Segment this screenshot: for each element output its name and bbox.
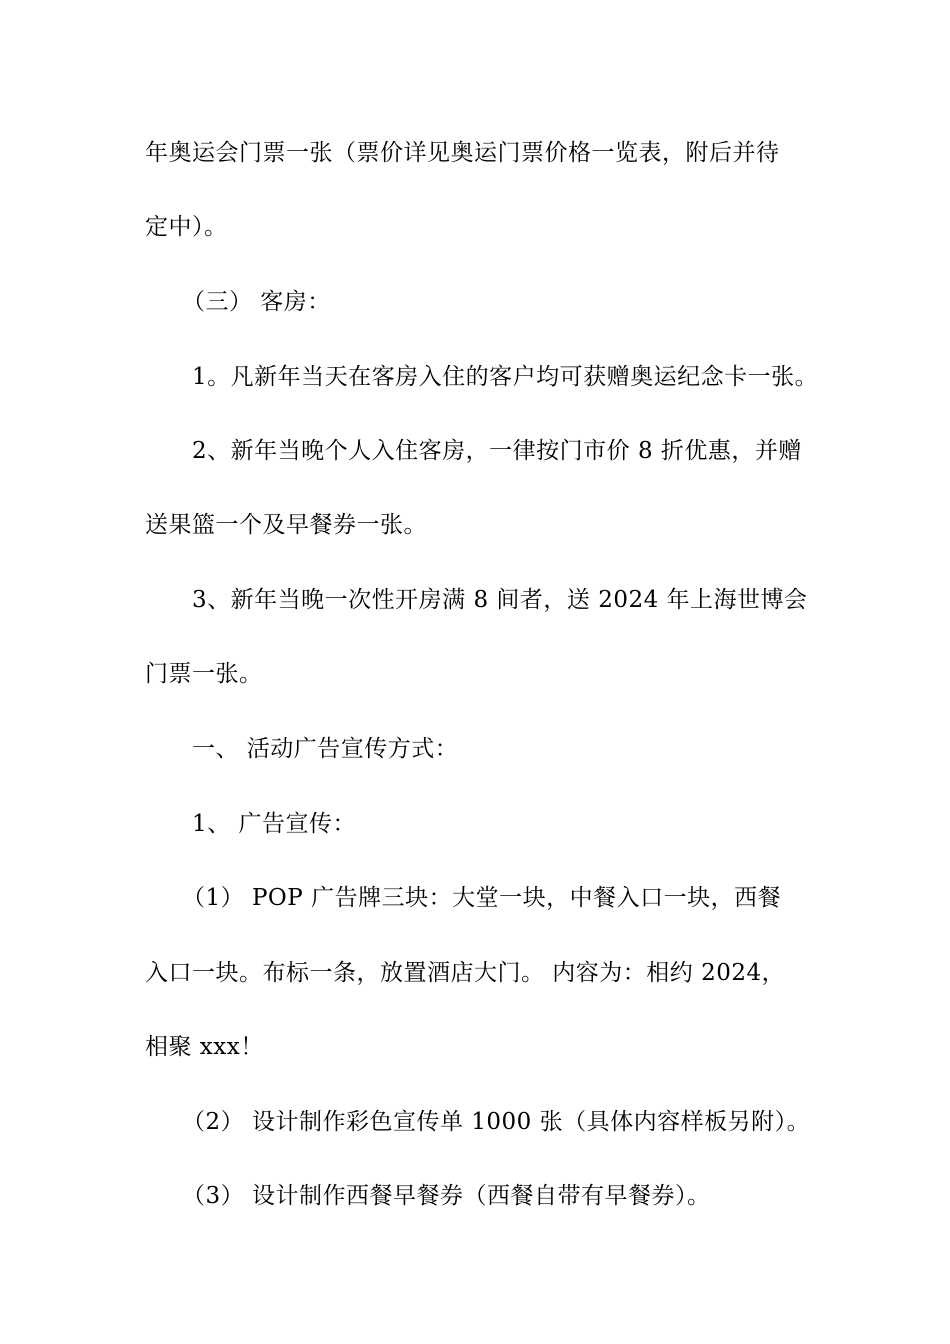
paragraph-line: 定中）。 xyxy=(145,214,228,240)
section-heading: （三） 客房： xyxy=(182,289,331,315)
paragraph-line: 入口一块。布标一条，放置酒店大门。 内容为：相约 2024， xyxy=(145,960,786,986)
paragraph-line: 相聚 xxx！ xyxy=(145,1034,264,1060)
paragraph-line: 1。凡新年当天在客房入住的客户均可获赠奥运纪念卡一张。 xyxy=(192,364,819,390)
paragraph-line: 2、新年当晚个人入住客房，一律按门市价 8 折优惠，并赠 xyxy=(192,438,802,464)
paragraph-line: （1） POP 广告牌三块：大堂一块，中餐入口一块，西餐 xyxy=(182,885,782,911)
paragraph-line: （3） 设计制作西餐早餐券（西餐自带有早餐券）。 xyxy=(182,1183,711,1209)
paragraph-line: （2） 设计制作彩色宣传单 1000 张（具体内容样板另附）。 xyxy=(182,1109,811,1135)
paragraph-line: 送果篮一个及早餐券一张。 xyxy=(145,512,427,538)
section-heading: 一、 活动广告宣传方式： xyxy=(192,736,459,762)
paragraph-line: 门票一张。 xyxy=(145,661,263,687)
subsection-heading: 1、 广告宣传： xyxy=(192,811,356,837)
paragraph-line: 年奥运会门票一张（票价详见奥运门票价格一览表，附后并待 xyxy=(145,140,780,166)
paragraph-line: 3、新年当晚一次性开房满 8 间者，送 2024 年上海世博会 xyxy=(192,587,808,613)
